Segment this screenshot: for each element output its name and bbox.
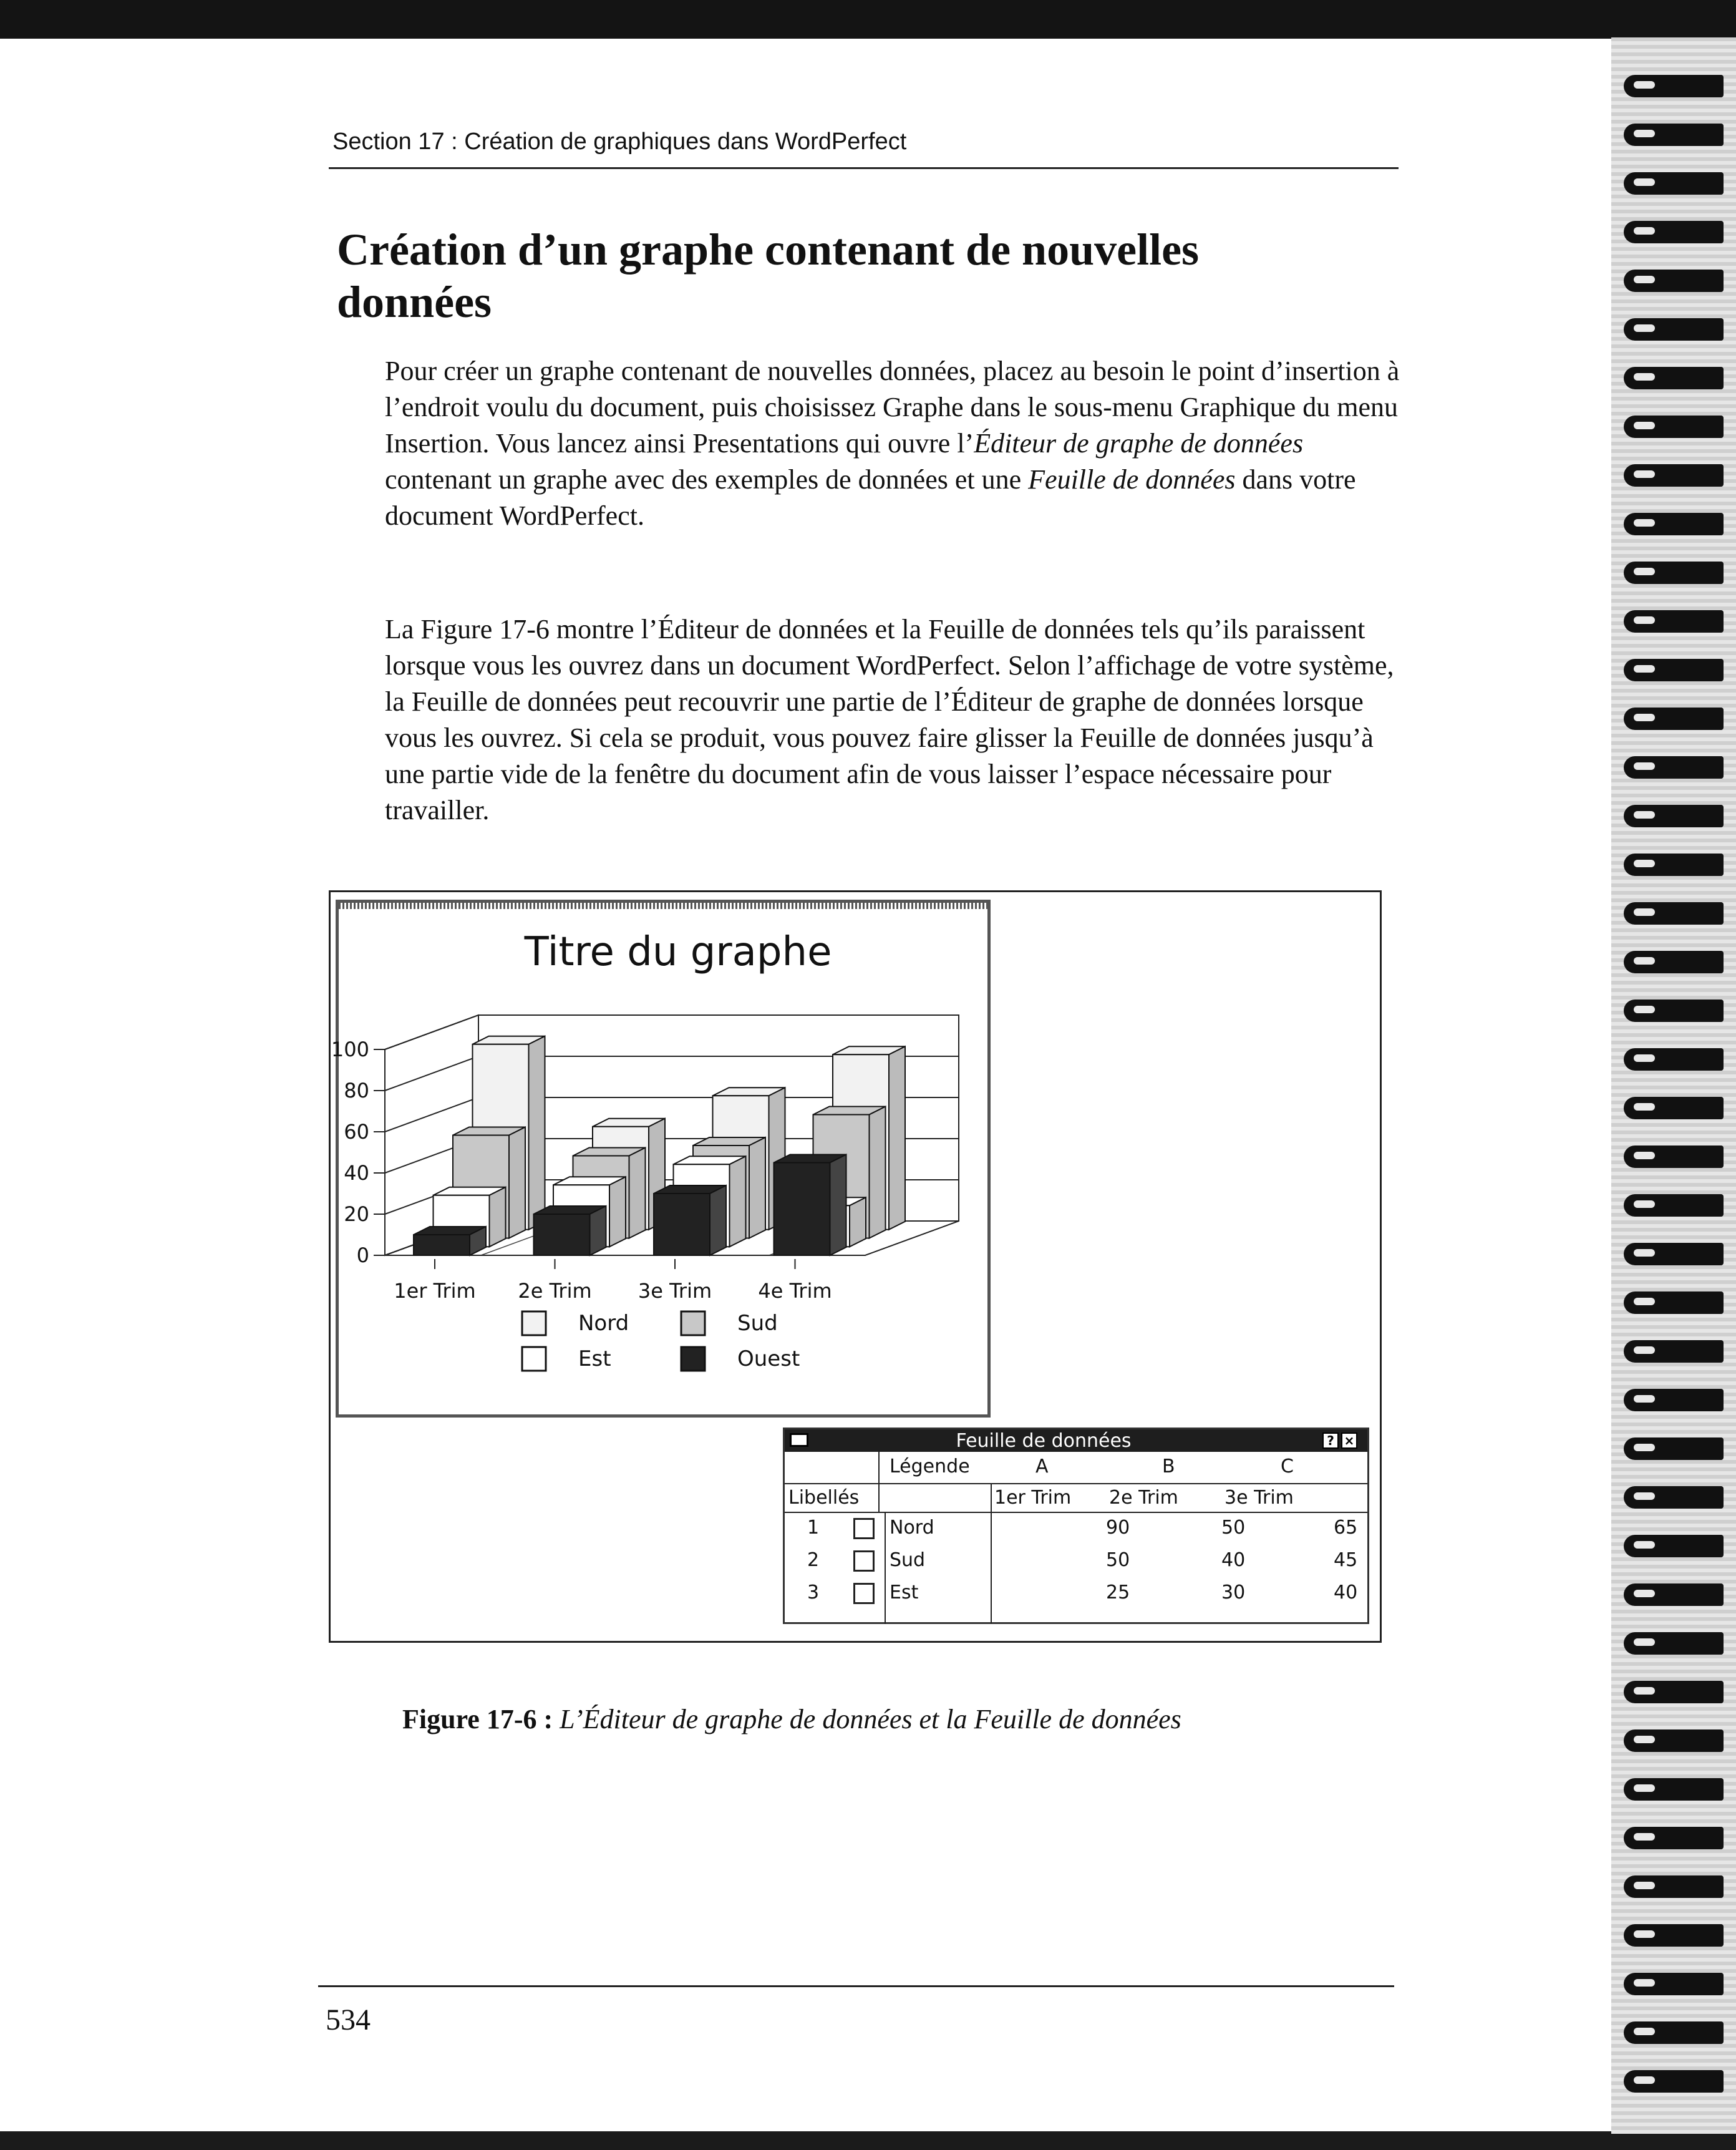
- x-tick-label: 1er Trim: [394, 1279, 476, 1303]
- row-value: 30: [1221, 1582, 1246, 1603]
- legend-swatch-est: [522, 1347, 546, 1371]
- row-value: 90: [1106, 1517, 1130, 1539]
- bar-side: [490, 1187, 506, 1247]
- bar-ouest: [534, 1214, 590, 1255]
- y-tick-label: 20: [344, 1202, 369, 1226]
- row-value: 45: [1334, 1549, 1358, 1571]
- binding-coil: [1624, 1048, 1724, 1071]
- legend-swatch-ouest: [681, 1347, 705, 1371]
- binding-coil: [1624, 1437, 1724, 1460]
- bar-side: [529, 1036, 545, 1230]
- chart-title: Titre du graphe: [524, 929, 832, 975]
- binding-coil: [1624, 902, 1724, 925]
- binding-coil: [1624, 464, 1724, 487]
- figure-caption: [402, 1703, 1181, 1735]
- legend-swatch-nord: [522, 1311, 546, 1335]
- binding-coil: [1624, 1097, 1724, 1119]
- x-tick-label: 4e Trim: [758, 1279, 832, 1303]
- binding-coil: [1624, 1389, 1724, 1411]
- binding-coil: [1624, 562, 1724, 584]
- row-checkbox[interactable]: [853, 1518, 875, 1539]
- row-checkbox[interactable]: [853, 1583, 875, 1604]
- bar-side: [590, 1206, 606, 1255]
- legend-label-est: Est: [578, 1346, 611, 1371]
- grid-line: [785, 1483, 1367, 1484]
- binding-coil: [1624, 1000, 1724, 1022]
- section-header: Section 17 : Création de graphiques dans WordPerfect: [332, 129, 907, 155]
- binding-coil: [1624, 318, 1724, 341]
- caption-label: Figure 17-6 :: [402, 1704, 553, 1734]
- binding-coil: [1624, 951, 1724, 973]
- binding-coil: [1624, 2021, 1724, 2044]
- bar-side: [830, 1155, 846, 1256]
- paragraph-1: [385, 353, 1408, 534]
- row-label: Est: [890, 1582, 919, 1603]
- binding-coil: [1624, 270, 1724, 292]
- grid-line: [991, 1483, 992, 1623]
- binding-coil: [1624, 1243, 1724, 1265]
- row-number: 2: [807, 1549, 820, 1571]
- legend-swatch-sud: [681, 1311, 705, 1335]
- row-label: Nord: [890, 1517, 934, 1539]
- row-number: 3: [807, 1582, 820, 1603]
- binding-coil: [1624, 1924, 1724, 1947]
- binding-coil: [1624, 805, 1724, 827]
- row-value: 40: [1334, 1582, 1358, 1603]
- binding-coil: [1624, 1340, 1724, 1363]
- binding-coil: [1624, 416, 1724, 438]
- row-value: 40: [1221, 1549, 1246, 1571]
- bar-ouest: [774, 1163, 830, 1256]
- column-letter: C: [1281, 1456, 1294, 1477]
- legend-label-ouest: Ouest: [737, 1346, 800, 1371]
- bar-chart-3d: [329, 890, 990, 1421]
- column-label: 2e Trim: [1109, 1487, 1178, 1509]
- x-tick-label: 3e Trim: [638, 1279, 712, 1303]
- paragraph-2: La Figure 17-6 montre l’Éditeur de données et la Feuille de données tels qu’ils paraissent lorsque vous les ouvrez dans un document WordPerfect. Selon l’affichage de votre système, la Feuille de données peut recouvrir une partie de l’Éditeur de graphe de données lorsque vous les ouvrez. Si cela se produit, vous pouvez faire glisser la Feuille de données jusqu’à une partie vide de la fenêtre du document afin de vous laisser l’espace nécessaire pour travailler.: [385, 614, 1394, 825]
- y-tick-label: 80: [344, 1079, 369, 1102]
- binding-coil: [1624, 172, 1724, 195]
- binding-coil: [1624, 659, 1724, 681]
- binding-coil: [1624, 708, 1724, 730]
- binding-coil: [1624, 854, 1724, 876]
- y-tick-label: 60: [344, 1120, 369, 1144]
- grid-line: [785, 1512, 1367, 1513]
- grid-line: [878, 1452, 880, 1512]
- binding-coil: [1624, 756, 1724, 779]
- binding-coil: [1624, 1194, 1724, 1217]
- row-number: 1: [807, 1517, 820, 1539]
- libelles-header: Libellés: [788, 1487, 860, 1509]
- bar-ouest: [414, 1235, 470, 1255]
- datasheet-titlebar[interactable]: [785, 1429, 1367, 1452]
- binding-coil: [1624, 1681, 1724, 1703]
- bar-side: [629, 1148, 646, 1238]
- spiral-binding: [1611, 37, 1736, 2134]
- binding-coil: [1624, 1632, 1724, 1655]
- paragraph-1-italic-b: Feuille de données: [1028, 464, 1236, 495]
- legend-label-sud: Sud: [737, 1311, 778, 1336]
- help-button[interactable]: ?: [1322, 1433, 1339, 1449]
- page-title: Création d’un graphe contenant de nouvelles données: [337, 225, 1200, 327]
- binding-coil: [1624, 75, 1724, 97]
- binding-coil: [1624, 124, 1724, 146]
- binding-coil: [1624, 513, 1724, 535]
- bar-side: [889, 1046, 905, 1230]
- binding-coil: [1624, 1875, 1724, 1898]
- row-value: 65: [1334, 1517, 1358, 1539]
- binding-coil: [1624, 221, 1724, 243]
- column-label: 1er Trim: [994, 1487, 1072, 1509]
- datasheet-window[interactable]: [783, 1428, 1369, 1624]
- grid-line: [885, 1512, 886, 1624]
- bar-side: [730, 1156, 746, 1247]
- binding-coil: [1624, 1146, 1724, 1168]
- binding-coil: [1624, 2070, 1724, 2093]
- paragraph-1-text-b: contenant un graphe avec des exemples de données et une: [385, 464, 1029, 495]
- binding-coil: [1624, 1973, 1724, 1995]
- row-value: 25: [1106, 1582, 1130, 1603]
- row-checkbox[interactable]: [853, 1550, 875, 1572]
- bar-side: [850, 1197, 866, 1247]
- binding-coil: [1624, 1583, 1724, 1606]
- bar-ouest: [654, 1194, 710, 1255]
- column-label: 3e Trim: [1224, 1487, 1294, 1509]
- page-bottom-edge: [0, 2131, 1736, 2150]
- paragraph-1-text-c: dans votre document WordPerfect.: [385, 464, 1356, 531]
- binding-coil: [1624, 367, 1724, 389]
- bar-side: [749, 1137, 765, 1238]
- close-icon[interactable]: ×: [1341, 1433, 1357, 1449]
- row-label: Sud: [890, 1549, 926, 1571]
- page-top-edge: [0, 0, 1736, 39]
- caption-text: L’Éditeur de graphe de données et la Feuille de données: [553, 1704, 1181, 1734]
- page-number: 534: [326, 2003, 371, 2036]
- x-tick-label: 2e Trim: [518, 1279, 592, 1303]
- datasheet-title: Feuille de données: [956, 1430, 1132, 1452]
- row-value: 50: [1221, 1517, 1246, 1539]
- binding-coil: [1624, 1486, 1724, 1509]
- paragraph-1-text-a: Pour créer un graphe contenant de nouvelles données, placez au besoin le point d’insertion à l’endroit voulu du document, puis choisissez Graphe dans le sous-menu Graphique du menu Insertion. Vous lancez ainsi Presentations qui ouvre l’: [385, 356, 1400, 459]
- binding-coil: [1624, 1291, 1724, 1314]
- y-tick-label: 40: [344, 1161, 369, 1185]
- header-rule: [329, 167, 1399, 169]
- binding-coil: [1624, 1778, 1724, 1801]
- binding-coil: [1624, 1535, 1724, 1557]
- row-value: 50: [1106, 1549, 1130, 1571]
- y-tick-label: 0: [356, 1243, 369, 1267]
- footer-rule: [318, 1985, 1394, 1987]
- binding-coil: [1624, 610, 1724, 633]
- bar-side: [870, 1107, 886, 1238]
- legende-header: Légende: [890, 1456, 970, 1477]
- bar-side: [609, 1177, 626, 1247]
- column-letter: B: [1162, 1456, 1175, 1477]
- column-letter: A: [1035, 1456, 1049, 1477]
- bar-side: [710, 1185, 726, 1255]
- binding-coil: [1624, 1827, 1724, 1849]
- paragraph-1-italic-a: Éditeur de graphe de données: [974, 428, 1304, 459]
- y-tick-label: 100: [331, 1038, 369, 1061]
- bar-side: [509, 1127, 525, 1238]
- legend-label-nord: Nord: [578, 1311, 629, 1336]
- binding-coil: [1624, 1729, 1724, 1752]
